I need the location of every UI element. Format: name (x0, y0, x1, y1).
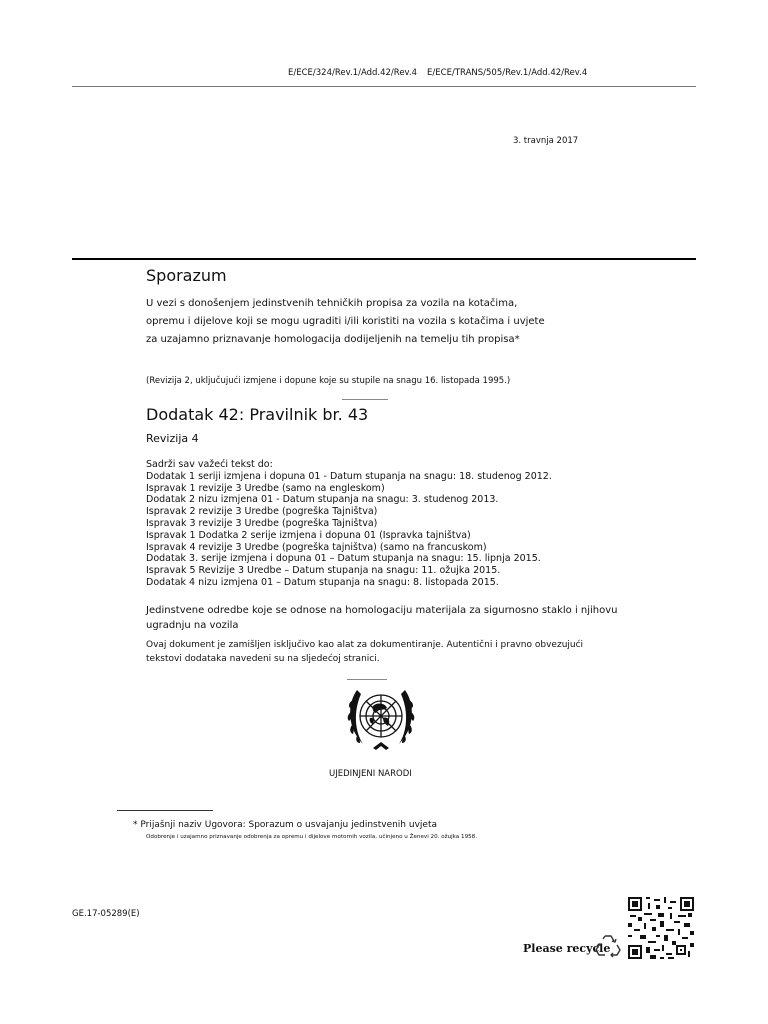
please-recycle-label: Please recycle (523, 942, 611, 955)
recycle-icon (595, 932, 621, 958)
agreement-intro (146, 295, 566, 349)
contents-item: Dodatak 4 nizu izmjena 01 – Datum stupanja na snagu: 8. listopada 2015. (146, 576, 499, 588)
addendum-title: Dodatak 42: Pravilnik br. 43 (146, 405, 369, 424)
contents-list (146, 459, 552, 589)
document-number: GE.17-05289(E) (72, 909, 140, 919)
footnote-line-2: Odobrenje i uzajamno priznavanje odobrenja za opremu i dijelove motornih vozila, učinjeno u Ženevi 20. ožujka 1958. (146, 834, 478, 840)
document-symbols (288, 68, 587, 78)
document-date: 3. travnja 2017 (513, 136, 579, 146)
revision-note: (Revizija 2, uključujući izmjene i dopune koje su stupile na snagu 16. listopada 1995.) (146, 376, 511, 386)
contents-item: Ispravak 4 revizije 3 Uredbe (pogreška tajništva) (samo na francuskom) (146, 541, 487, 553)
intro-line: U vezi s donošenjem jedinstvenih tehničkih propisa za vozila na kotačima, (146, 298, 518, 309)
emblem-divider (347, 679, 387, 680)
footnote-line-1: * Prijašnji naziv Ugovora: Sporazum o usvajanju jedinstvenih uvjeta (133, 820, 437, 830)
contents-item: Dodatak 2 nizu izmjena 01 - Datum stupanja na snagu: 3. studenog 2013. (146, 494, 499, 506)
contents-item: Dodatak 3. serije izmjena i dopuna 01 – Datum stupanja na snagu: 15. lipnja 2015. (146, 553, 541, 565)
agreement-title: Sporazum (146, 266, 227, 285)
section-divider (342, 399, 388, 400)
document-symbol-2: E/ECE/TRANS/505/Rev.1/Add.42/Rev.4 (427, 68, 588, 78)
addendum-revision: Revizija 4 (146, 432, 199, 445)
document-symbol-1: E/ECE/324/Rev.1/Add.42/Rev.4 (288, 68, 418, 78)
uniform-provisions: Jedinstvene odredbe koje se odnose na homologaciju materijala za sigurnosno staklo i njihovu ugradnju na vozila (146, 605, 618, 631)
title-rule (72, 258, 696, 260)
contents-item: Ispravak 3 revizije 3 Uredbe (pogreška Tajništva) (146, 517, 378, 529)
un-emblem-icon (343, 684, 419, 754)
contents-item: Sadrži sav važeći tekst do: (146, 459, 273, 470)
contents-item: Dodatak 1 seriji izmjena i dopuna 01 - Datum stupanja na snagu: 18. studenog 2012. (146, 470, 552, 482)
qr-code-icon (628, 897, 694, 959)
document-note: Ovaj dokument je zamišljen isključivo kao alat za dokumentiranje. Autentični i pravno obvezujući tekstovi dodataka navedeni su na sljedećoj stranici. (146, 640, 584, 664)
un-label: UJEDINJENI NARODI (329, 769, 412, 779)
contents-item: Ispravak 5 Revizije 3 Uredbe – Datum stupanja na snagu: 11. ožujka 2015. (146, 565, 501, 577)
footnote-rule (117, 810, 213, 811)
contents-item: Ispravak 1 revizije 3 Uredbe (samo na engleskom) (146, 482, 385, 494)
contents-item: Ispravak 2 revizije 3 Uredbe (pogreška Tajništva) (146, 506, 378, 518)
header-rule (72, 86, 696, 87)
intro-line: opremu i dijelove koji se mogu ugraditi i/ili koristiti na vozila s kotačima i uvjete (146, 316, 545, 327)
contents-item: Ispravak 1 Dodatka 2 serije izmjena i dopuna 01 (Ispravka tajništva) (146, 529, 471, 541)
intro-line: za uzajamno priznavanje homologacija dodijeljenih na temelju tih propisa* (146, 334, 520, 345)
